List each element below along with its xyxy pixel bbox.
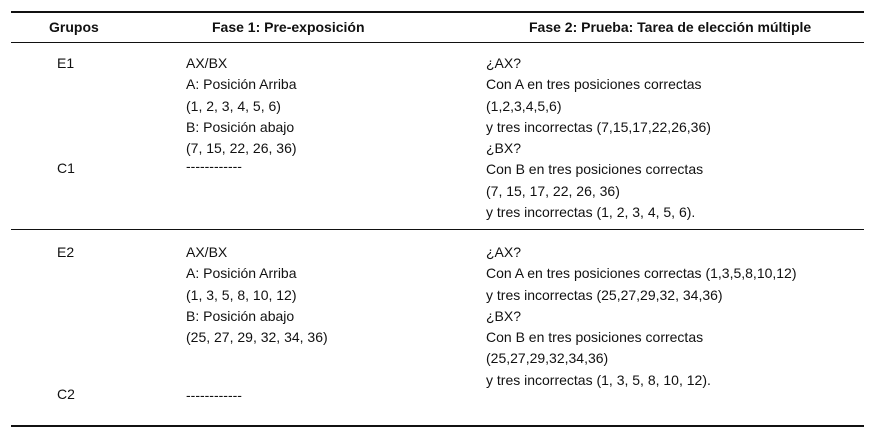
experimental-design-table — [11, 11, 864, 429]
block2-phase1-line: B: Posición abajo — [186, 307, 295, 324]
block2-phase1 — [186, 242, 328, 348]
block2-phase2 — [486, 242, 797, 391]
block2-phase2-line: ¿AX? — [486, 244, 522, 260]
table-bottom-rule — [11, 425, 864, 427]
block2-phase1-line: (25, 27, 29, 32, 34, 36) — [186, 329, 328, 346]
block2-phase2-line: Con A en tres posiciones correctas (1,3,5,8,10,12) — [486, 265, 797, 282]
block1-phase2 — [486, 53, 711, 223]
block2-phase1-line: AX/BX — [186, 244, 228, 260]
group-e1: E1 — [57, 55, 75, 71]
group-e2: E2 — [57, 244, 75, 260]
block2-phase2-line: (25,27,29,32,34,36) — [486, 350, 609, 367]
block2-phase2-line: y tres incorrectas (25,27,29,32, 34,36) — [486, 286, 723, 303]
table-top-rule — [11, 11, 864, 13]
block1-phase2-line: y tres incorrectas (7,15,17,22,26,36) — [486, 118, 711, 135]
block1-phase2-line: (7, 15, 17, 22, 26, 36) — [486, 182, 620, 199]
block2-phase1-control: ------------ — [186, 387, 242, 403]
block1-phase2-line: (1,2,3,4,5,6) — [486, 97, 562, 114]
block1-phase1-line: (1, 2, 3, 4, 5, 6) — [186, 97, 281, 114]
group-c2: C2 — [57, 386, 75, 402]
header-rule — [11, 42, 864, 43]
block1-phase1-control: ------------ — [186, 158, 242, 174]
block1-phase2-line: Con A en tres posiciones correctas — [486, 76, 702, 93]
block1-phase2-line: Con B en tres posiciones correctas — [486, 161, 704, 178]
block1-phase1-line: (7, 15, 22, 26, 36) — [186, 140, 297, 157]
block1-phase1-line: A: Posición Arriba — [186, 76, 297, 93]
block1-phase2-line: y tres incorrectas (1, 2, 3, 4, 5, 6). — [486, 204, 696, 221]
block1-phase1-line: B: Posición abajo — [186, 118, 295, 135]
block2-phase2-line: y tres incorrectas (1, 3, 5, 8, 10, 12). — [486, 371, 711, 388]
header-groups: Grupos — [49, 19, 99, 35]
block-divider-rule — [11, 229, 864, 230]
block1-phase1 — [186, 53, 297, 159]
block1-phase2-line: ¿BX? — [486, 140, 522, 157]
block2-phase1-line: A: Posición Arriba — [186, 265, 297, 282]
block2-phase2-line: ¿BX? — [486, 307, 522, 324]
header-phase1: Fase 1: Pre-exposición — [212, 19, 365, 35]
block1-phase1-line: AX/BX — [186, 55, 228, 71]
group-c1: C1 — [57, 160, 75, 176]
header-phase2: Fase 2: Prueba: Tarea de elección múltiple — [529, 19, 812, 35]
block1-phase2-line: ¿AX? — [486, 55, 522, 71]
block2-phase2-line: Con B en tres posiciones correctas — [486, 329, 704, 346]
block2-phase1-line: (1, 3, 5, 8, 10, 12) — [186, 286, 297, 303]
